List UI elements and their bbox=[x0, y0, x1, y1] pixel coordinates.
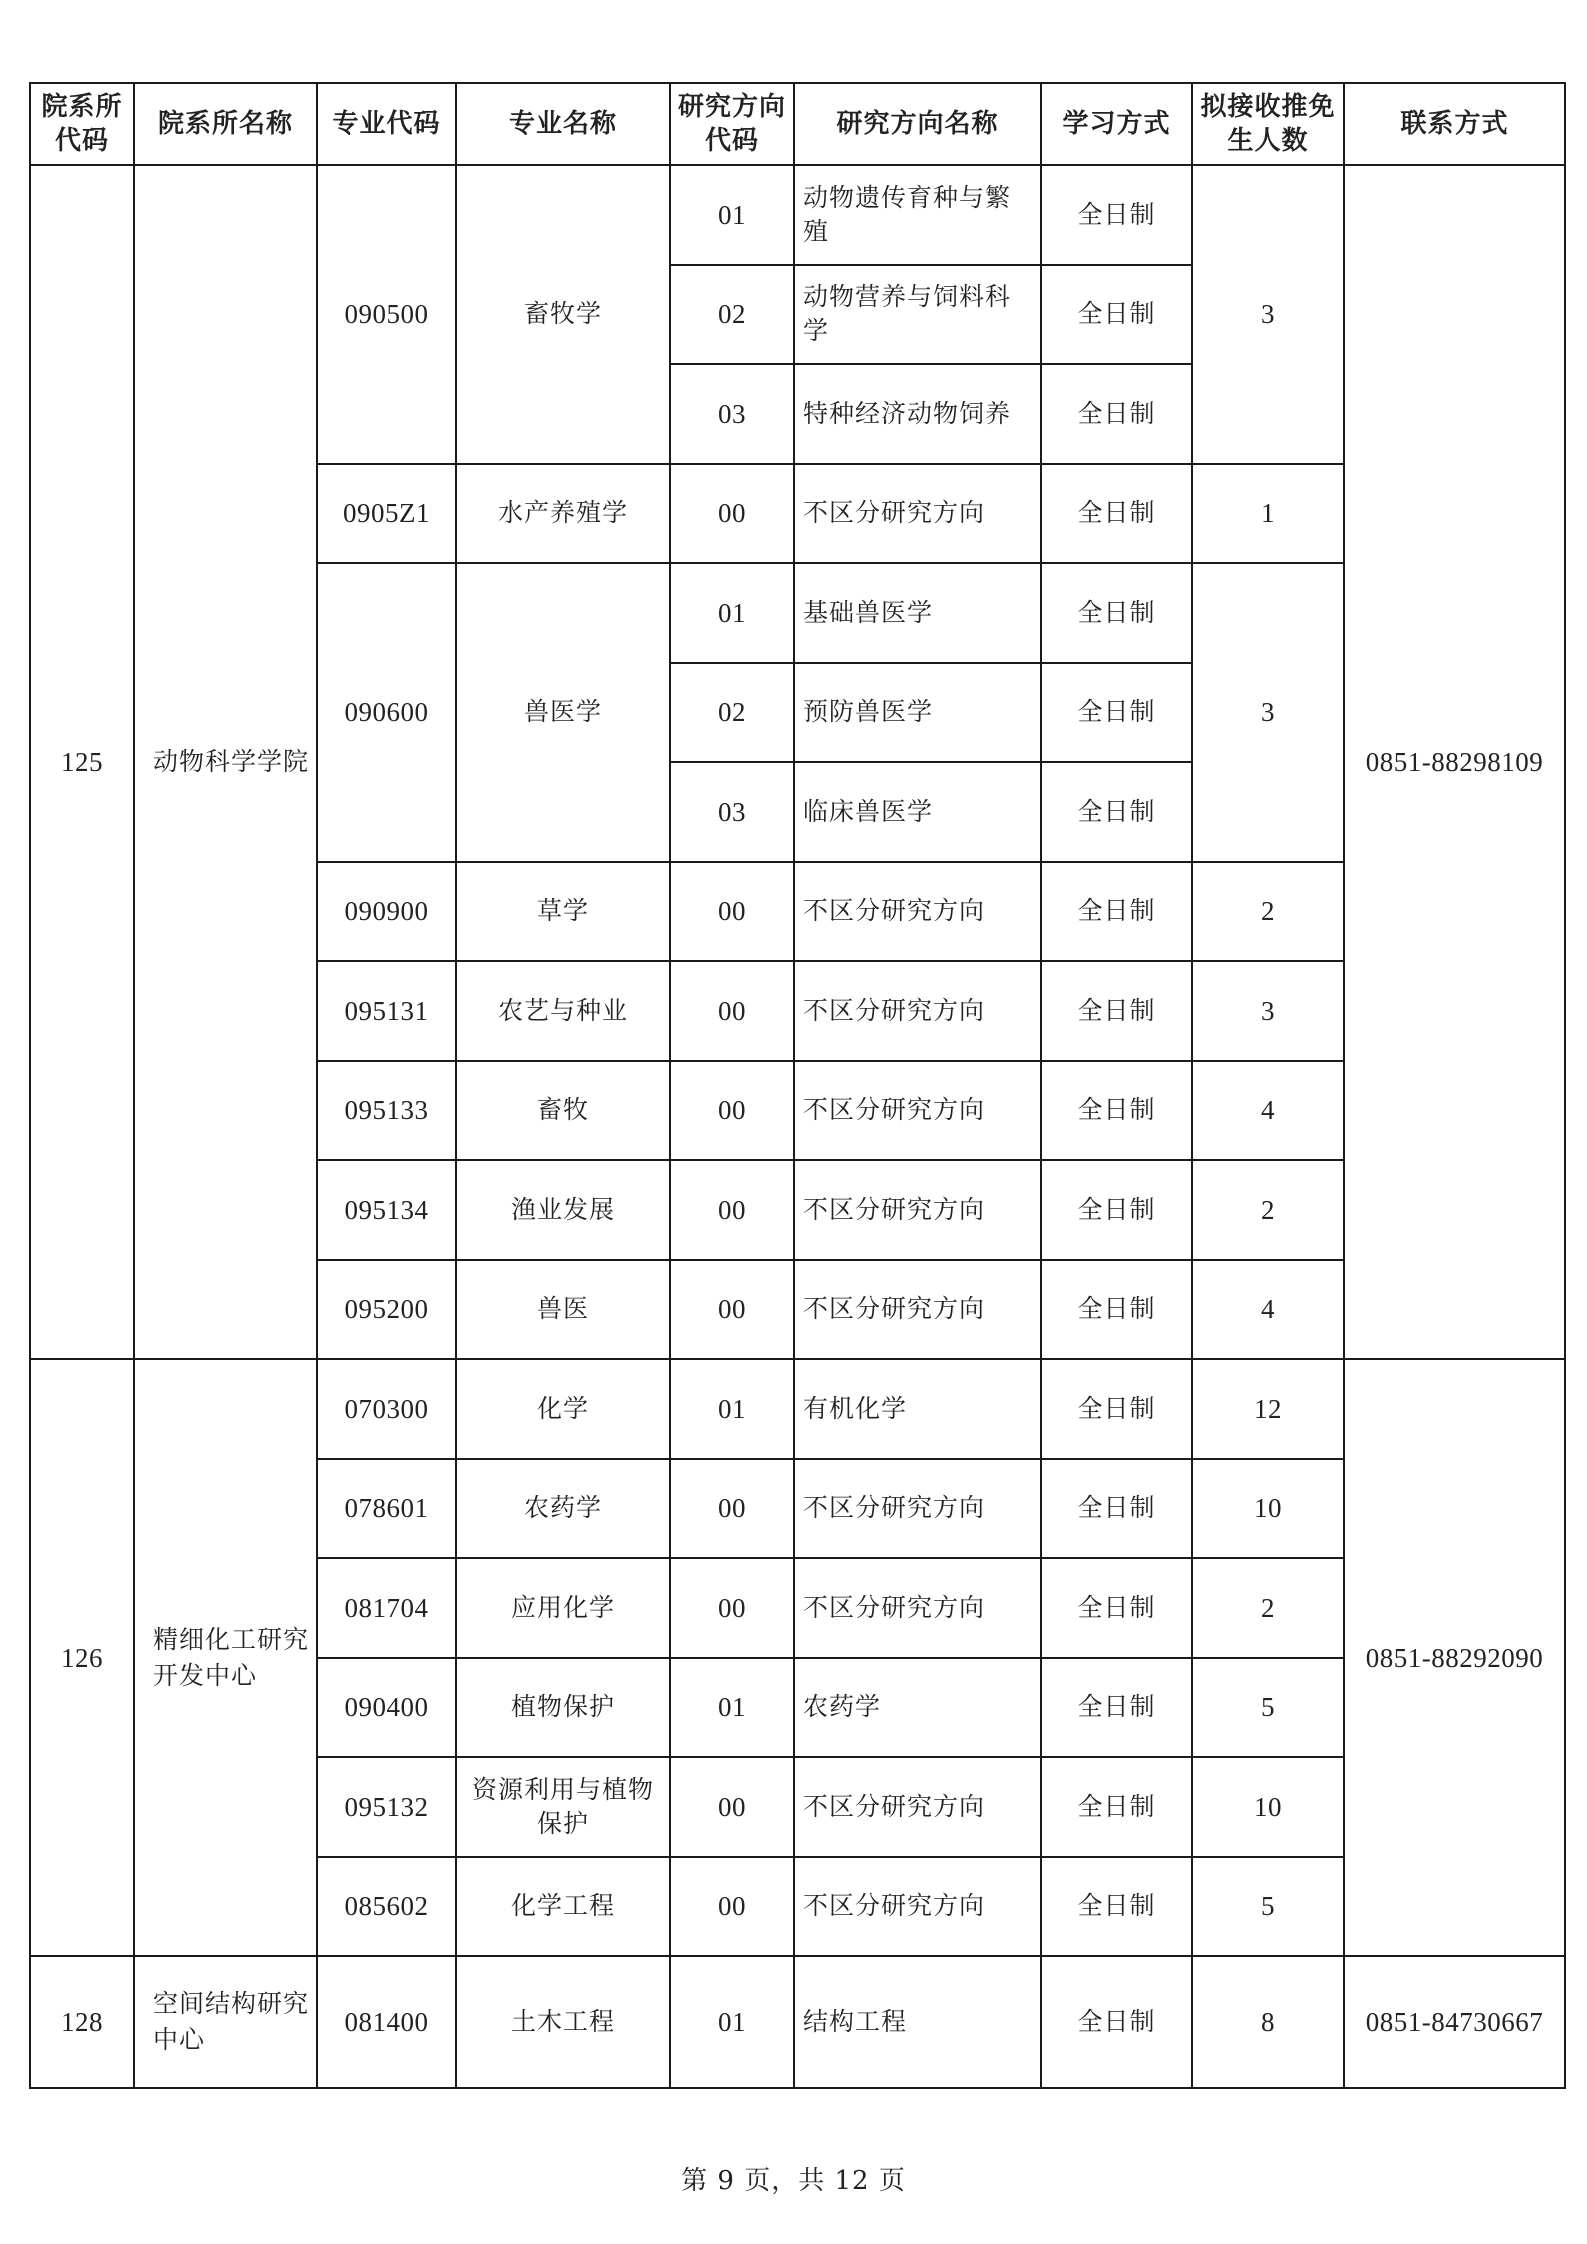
major-code-cell: 095134 bbox=[317, 1160, 456, 1260]
study-mode-cell: 全日制 bbox=[1041, 464, 1192, 564]
major-name-cell: 兽医学 bbox=[456, 563, 670, 862]
quota-cell: 2 bbox=[1192, 1160, 1344, 1260]
direction-code-cell: 00 bbox=[670, 1857, 794, 1957]
quota-cell: 8 bbox=[1192, 1956, 1344, 2088]
header-contact: 联系方式 bbox=[1344, 83, 1565, 165]
direction-name-cell: 不区分研究方向 bbox=[794, 961, 1041, 1061]
quota-cell: 3 bbox=[1192, 165, 1344, 464]
major-code-cell: 095200 bbox=[317, 1260, 456, 1360]
study-mode-cell: 全日制 bbox=[1041, 1757, 1192, 1857]
major-code-cell: 090500 bbox=[317, 165, 456, 464]
quota-cell: 3 bbox=[1192, 961, 1344, 1061]
footer-page-number: 9 bbox=[717, 2166, 735, 2196]
quota-cell: 2 bbox=[1192, 1558, 1344, 1658]
direction-name-cell: 预防兽医学 bbox=[794, 663, 1041, 763]
direction-name-cell: 不区分研究方向 bbox=[794, 1260, 1041, 1360]
study-mode-cell: 全日制 bbox=[1041, 1061, 1192, 1161]
major-code-cell: 095132 bbox=[317, 1757, 456, 1857]
direction-name-cell: 特种经济动物饲养 bbox=[794, 364, 1041, 464]
major-name-cell: 畜牧 bbox=[456, 1061, 670, 1161]
direction-code-cell: 00 bbox=[670, 1061, 794, 1161]
dept-code-cell: 128 bbox=[30, 1956, 134, 2088]
major-code-cell: 081704 bbox=[317, 1558, 456, 1658]
header-dept-name: 院系所名称 bbox=[134, 83, 317, 165]
quota-cell: 10 bbox=[1192, 1459, 1344, 1559]
footer-total-pages: 12 bbox=[834, 2166, 870, 2196]
major-name-cell: 渔业发展 bbox=[456, 1160, 670, 1260]
major-name-cell: 兽医 bbox=[456, 1260, 670, 1360]
direction-code-cell: 00 bbox=[670, 862, 794, 962]
direction-name-cell: 不区分研究方向 bbox=[794, 1061, 1041, 1161]
major-name-cell: 水产养殖学 bbox=[456, 464, 670, 564]
footer-prefix: 第 bbox=[681, 2166, 709, 2196]
direction-name-cell: 有机化学 bbox=[794, 1359, 1041, 1459]
dept-code-cell: 125 bbox=[30, 165, 134, 1359]
study-mode-cell: 全日制 bbox=[1041, 1359, 1192, 1459]
direction-code-cell: 00 bbox=[670, 1160, 794, 1260]
quota-cell: 3 bbox=[1192, 563, 1344, 862]
study-mode-cell: 全日制 bbox=[1041, 563, 1192, 663]
direction-code-cell: 01 bbox=[670, 1359, 794, 1459]
major-name-cell: 资源利用与植物保护 bbox=[456, 1757, 670, 1857]
major-code-cell: 095133 bbox=[317, 1061, 456, 1161]
direction-code-cell: 01 bbox=[670, 563, 794, 663]
direction-code-cell: 00 bbox=[670, 1558, 794, 1658]
major-name-cell: 农药学 bbox=[456, 1459, 670, 1559]
study-mode-cell: 全日制 bbox=[1041, 1459, 1192, 1559]
table-row bbox=[30, 165, 1565, 265]
quota-cell: 4 bbox=[1192, 1260, 1344, 1360]
direction-code-cell: 00 bbox=[670, 1260, 794, 1360]
study-mode-cell: 全日制 bbox=[1041, 364, 1192, 464]
major-name-cell: 畜牧学 bbox=[456, 165, 670, 464]
contact-cell: 0851-88298109 bbox=[1344, 165, 1565, 1359]
major-code-cell: 095131 bbox=[317, 961, 456, 1061]
study-mode-cell: 全日制 bbox=[1041, 1857, 1192, 1957]
page-footer bbox=[0, 2160, 1587, 2197]
study-mode-cell: 全日制 bbox=[1041, 1956, 1192, 2088]
quota-cell: 5 bbox=[1192, 1857, 1344, 1957]
direction-code-cell: 00 bbox=[670, 1757, 794, 1857]
major-name-cell: 农艺与种业 bbox=[456, 961, 670, 1061]
major-name-cell: 草学 bbox=[456, 862, 670, 962]
direction-name-cell: 临床兽医学 bbox=[794, 762, 1041, 862]
contact-cell: 0851-88292090 bbox=[1344, 1359, 1565, 1956]
major-name-cell: 化学 bbox=[456, 1359, 670, 1459]
direction-code-cell: 01 bbox=[670, 165, 794, 265]
header-direction-code: 研究方向代码 bbox=[670, 83, 794, 165]
quota-cell: 4 bbox=[1192, 1061, 1344, 1161]
study-mode-cell: 全日制 bbox=[1041, 1658, 1192, 1758]
study-mode-cell: 全日制 bbox=[1041, 265, 1192, 365]
direction-code-cell: 00 bbox=[670, 464, 794, 564]
header-direction-name: 研究方向名称 bbox=[794, 83, 1041, 165]
quota-cell: 12 bbox=[1192, 1359, 1344, 1459]
direction-name-cell: 动物营养与饲料科学 bbox=[794, 265, 1041, 365]
header-major-code: 专业代码 bbox=[317, 83, 456, 165]
dept-name-cell: 精细化工研究开发中心 bbox=[134, 1359, 317, 1956]
quota-cell: 1 bbox=[1192, 464, 1344, 564]
table-body bbox=[30, 165, 1565, 2088]
header-dept-code: 院系所代码 bbox=[30, 83, 134, 165]
major-code-cell: 078601 bbox=[317, 1459, 456, 1559]
direction-code-cell: 02 bbox=[670, 663, 794, 763]
direction-name-cell: 不区分研究方向 bbox=[794, 1160, 1041, 1260]
footer-suffix: 页 bbox=[878, 2166, 906, 2196]
direction-name-cell: 不区分研究方向 bbox=[794, 1459, 1041, 1559]
dept-name-cell: 动物科学学院 bbox=[134, 165, 317, 1359]
study-mode-cell: 全日制 bbox=[1041, 1260, 1192, 1360]
major-name-cell: 土木工程 bbox=[456, 1956, 670, 2088]
major-name-cell: 应用化学 bbox=[456, 1558, 670, 1658]
study-mode-cell: 全日制 bbox=[1041, 762, 1192, 862]
direction-name-cell: 不区分研究方向 bbox=[794, 1558, 1041, 1658]
direction-name-cell: 不区分研究方向 bbox=[794, 464, 1041, 564]
study-mode-cell: 全日制 bbox=[1041, 961, 1192, 1061]
footer-mid: 页，共 bbox=[744, 2166, 826, 2196]
direction-name-cell: 动物遗传育种与繁殖 bbox=[794, 165, 1041, 265]
study-mode-cell: 全日制 bbox=[1041, 663, 1192, 763]
major-name-cell: 植物保护 bbox=[456, 1658, 670, 1758]
header-major-name: 专业名称 bbox=[456, 83, 670, 165]
quota-cell: 5 bbox=[1192, 1658, 1344, 1758]
direction-name-cell: 不区分研究方向 bbox=[794, 1757, 1041, 1857]
major-code-cell: 070300 bbox=[317, 1359, 456, 1459]
admissions-table bbox=[29, 82, 1566, 2089]
quota-cell: 2 bbox=[1192, 862, 1344, 962]
direction-code-cell: 00 bbox=[670, 961, 794, 1061]
major-code-cell: 085602 bbox=[317, 1857, 456, 1957]
major-code-cell: 090900 bbox=[317, 862, 456, 962]
direction-name-cell: 基础兽医学 bbox=[794, 563, 1041, 663]
quota-cell: 10 bbox=[1192, 1757, 1344, 1857]
direction-name-cell: 结构工程 bbox=[794, 1956, 1041, 2088]
direction-code-cell: 03 bbox=[670, 364, 794, 464]
header-study-mode: 学习方式 bbox=[1041, 83, 1192, 165]
major-code-cell: 090400 bbox=[317, 1658, 456, 1758]
study-mode-cell: 全日制 bbox=[1041, 165, 1192, 265]
direction-code-cell: 01 bbox=[670, 1658, 794, 1758]
major-code-cell: 081400 bbox=[317, 1956, 456, 2088]
major-code-cell: 090600 bbox=[317, 563, 456, 862]
direction-name-cell: 不区分研究方向 bbox=[794, 862, 1041, 962]
direction-name-cell: 不区分研究方向 bbox=[794, 1857, 1041, 1957]
major-name-cell: 化学工程 bbox=[456, 1857, 670, 1957]
study-mode-cell: 全日制 bbox=[1041, 862, 1192, 962]
header-quota: 拟接收推免生人数 bbox=[1192, 83, 1344, 165]
study-mode-cell: 全日制 bbox=[1041, 1558, 1192, 1658]
direction-code-cell: 01 bbox=[670, 1956, 794, 2088]
contact-cell: 0851-84730667 bbox=[1344, 1956, 1565, 2088]
header-row bbox=[30, 83, 1565, 165]
major-code-cell: 0905Z1 bbox=[317, 464, 456, 564]
direction-code-cell: 02 bbox=[670, 265, 794, 365]
direction-code-cell: 00 bbox=[670, 1459, 794, 1559]
direction-code-cell: 03 bbox=[670, 762, 794, 862]
study-mode-cell: 全日制 bbox=[1041, 1160, 1192, 1260]
dept-name-cell: 空间结构研究中心 bbox=[134, 1956, 317, 2088]
table-row bbox=[30, 1956, 1565, 2088]
table-row bbox=[30, 1359, 1565, 1459]
direction-name-cell: 农药学 bbox=[794, 1658, 1041, 1758]
dept-code-cell: 126 bbox=[30, 1359, 134, 1956]
